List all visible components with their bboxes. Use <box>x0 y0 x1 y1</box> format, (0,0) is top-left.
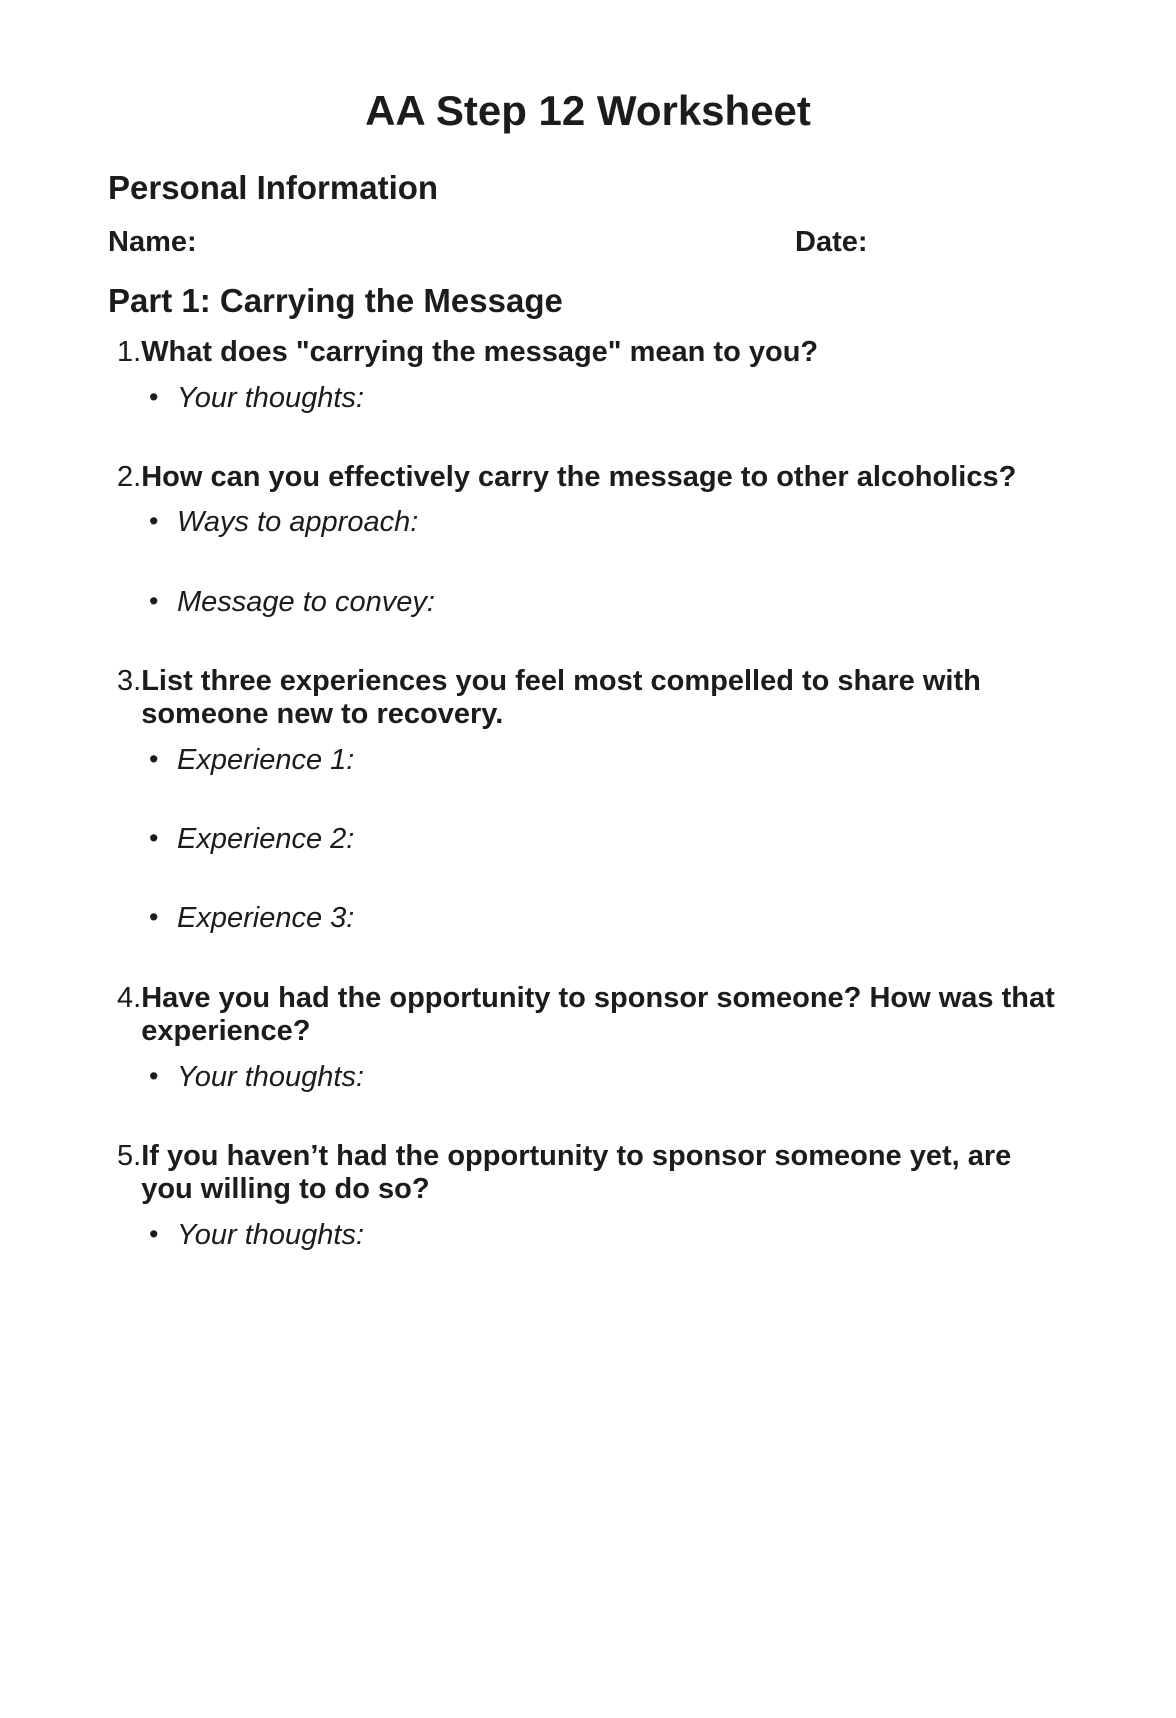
answer-prompt-label: Your thoughts: <box>177 1060 365 1093</box>
bullet-icon: • <box>149 823 159 854</box>
question-4-number: 4. <box>117 981 142 1014</box>
worksheet-page <box>0 88 1176 1718</box>
question-group-3 <box>108 665 1068 936</box>
question-3-text: List three experiences you feel most compelled to share with someone new to recovery. <box>141 665 981 731</box>
answer-prompt-label: Experience 1: <box>177 743 355 776</box>
answer-prompt-label: Ways to approach: <box>177 506 419 539</box>
question-1-text: What does "carrying the message" mean to you? <box>141 336 819 369</box>
answer-prompt <box>108 382 1068 415</box>
question-4 <box>108 982 1068 1049</box>
answer-prompt-label: Your thoughts: <box>177 381 365 414</box>
question-2-number: 2. <box>117 461 142 494</box>
answer-prompt-label: Experience 3: <box>177 902 355 935</box>
bullet-icon: • <box>149 1060 159 1091</box>
answer-prompt <box>108 823 1068 856</box>
personal-info-heading: Personal Information <box>108 169 439 207</box>
page-title: AA Step 12 Worksheet <box>365 87 811 134</box>
question-group-4 <box>108 982 1068 1094</box>
answer-prompt <box>108 586 1068 619</box>
name-date-row <box>108 226 1068 259</box>
question-1-number: 1. <box>117 336 142 369</box>
answer-prompt-label: Your thoughts: <box>177 1218 365 1251</box>
answer-prompt <box>108 506 1068 539</box>
answer-prompt <box>108 902 1068 935</box>
question-2-text: How can you effectively carry the message to other alcoholics? <box>141 461 1017 494</box>
date-label: Date: <box>795 225 868 258</box>
bullet-icon: • <box>149 1218 159 1249</box>
question-3 <box>108 665 1068 732</box>
bullet-icon: • <box>149 743 159 774</box>
question-list <box>108 336 1068 1252</box>
answer-prompt-label: Message to convey: <box>177 585 435 618</box>
answer-prompt <box>108 744 1068 777</box>
question-5 <box>108 1140 1068 1207</box>
bullet-icon: • <box>149 381 159 412</box>
answer-prompt <box>108 1061 1068 1094</box>
question-3-number: 3. <box>117 665 142 698</box>
question-5-number: 5. <box>117 1139 142 1172</box>
question-4-text: Have you had the opportunity to sponsor someone? How was that experience? <box>141 981 1055 1048</box>
question-5-text: If you haven’t had the opportunity to sponsor someone yet, are you willing to do so? <box>141 1139 1012 1206</box>
question-group-1 <box>108 336 1068 415</box>
question-2 <box>108 461 1068 494</box>
question-1 <box>108 336 1068 369</box>
answer-prompt-label: Experience 2: <box>177 823 355 856</box>
bullet-icon: • <box>149 585 159 616</box>
question-group-2 <box>108 461 1068 619</box>
part1-heading: Part 1: Carrying the Message <box>108 281 563 319</box>
answer-prompt <box>108 1219 1068 1252</box>
bullet-icon: • <box>149 506 159 537</box>
question-group-5 <box>108 1140 1068 1252</box>
name-label: Name: <box>108 225 197 258</box>
bullet-icon: • <box>149 902 159 933</box>
